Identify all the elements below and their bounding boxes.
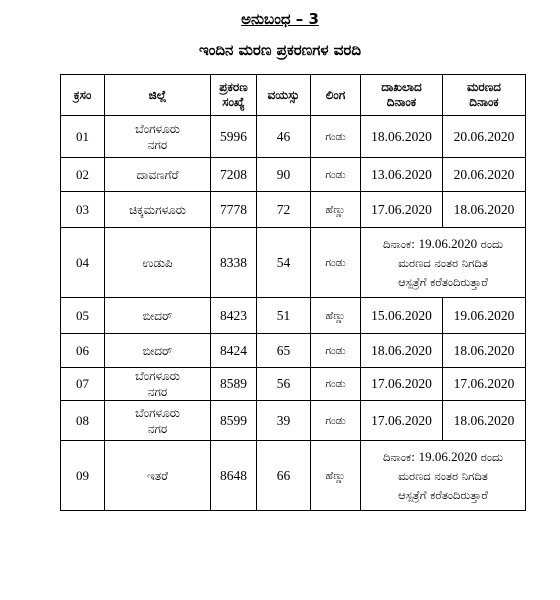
district-cell: ಬೀದರ್ (105, 334, 211, 368)
district-cell: ಬೆಂಗಳೂರು ನಗರ (105, 116, 211, 158)
district-cell: ಇತರೆ (105, 441, 211, 511)
serial-cell: 03 (61, 192, 105, 228)
serial-cell: 01 (61, 116, 105, 158)
header-serial: ಕ್ರಸಂ (61, 75, 105, 116)
age-cell: 46 (257, 116, 311, 158)
district-cell: ದಾವಣಗೆರೆ (105, 158, 211, 192)
sex-cell: ಗಂಡು (311, 368, 361, 401)
sex-cell: ಹೆಣ್ಣು (311, 441, 361, 511)
district-cell: ಬೆಂಗಳೂರು ನಗರ (105, 368, 211, 401)
admission-date-cell: 13.06.2020 (361, 158, 443, 192)
death-date-cell: 18.06.2020 (443, 334, 526, 368)
case-number-cell: 7208 (211, 158, 257, 192)
table-row (61, 441, 526, 511)
table-row (61, 158, 526, 192)
age-cell: 66 (257, 441, 311, 511)
header-death-date: ಮರಣದ ದಿನಾಂಕ (443, 75, 526, 116)
remark-cell: ದಿನಾಂಕ: 19.06.2020 ರಂದು ಮರಣದ ನಂತರ ನಿಗದಿತ ಆಸ್ಪತ್ರೆಗೆ ಕರೆತಂದಿರುತ್ತಾರೆ (361, 228, 526, 298)
table-header-row (61, 75, 526, 116)
sex-cell: ಹೆಣ್ಣು (311, 298, 361, 334)
header-district: ಜಿಲ್ಲೆ (105, 75, 211, 116)
death-cases-table (60, 74, 526, 511)
case-number-cell: 8338 (211, 228, 257, 298)
admission-date-cell: 18.06.2020 (361, 334, 443, 368)
age-cell: 65 (257, 334, 311, 368)
case-number-cell: 8589 (211, 368, 257, 401)
sex-cell: ಹೆಣ್ಣು (311, 192, 361, 228)
case-number-cell: 8424 (211, 334, 257, 368)
table-row (61, 334, 526, 368)
report-title: ಇಂದಿನ ಮರಣ ಪ್ರಕರಣಗಳ ವರದಿ (198, 41, 362, 59)
age-cell: 51 (257, 298, 311, 334)
header-case-number: ಪ್ರಕರಣ ಸಂಖ್ಯೆ (211, 75, 257, 116)
admission-date-cell: 15.06.2020 (361, 298, 443, 334)
death-date-cell: 18.06.2020 (443, 192, 526, 228)
sex-cell: ಗಂಡು (311, 334, 361, 368)
case-number-cell: 8599 (211, 401, 257, 441)
death-date-cell: 18.06.2020 (443, 401, 526, 441)
header-sex: ಲಿಂಗ (311, 75, 361, 116)
remark-cell: ದಿನಾಂಕ: 19.06.2020 ರಂದು ಮರಣದ ನಂತರ ನಿಗದಿತ ಆಸ್ಪತ್ರೆಗೆ ಕರೆತಂದಿರುತ್ತಾರೆ (361, 441, 526, 511)
age-cell: 54 (257, 228, 311, 298)
case-number-cell: 7778 (211, 192, 257, 228)
table-row (61, 116, 526, 158)
death-date-cell: 20.06.2020 (443, 158, 526, 192)
serial-cell: 09 (61, 441, 105, 511)
sex-cell: ಗಂಡು (311, 401, 361, 441)
serial-cell: 06 (61, 334, 105, 368)
table-row (61, 401, 526, 441)
death-date-cell: 17.06.2020 (443, 368, 526, 401)
district-cell: ಉಡುಪಿ (105, 228, 211, 298)
district-cell: ಬೆಂಗಳೂರು ನಗರ (105, 401, 211, 441)
table-row (61, 192, 526, 228)
age-cell: 56 (257, 368, 311, 401)
serial-cell: 04 (61, 228, 105, 298)
sex-cell: ಗಂಡು (311, 158, 361, 192)
sex-cell: ಗಂಡು (311, 116, 361, 158)
serial-cell: 02 (61, 158, 105, 192)
death-date-cell: 20.06.2020 (443, 116, 526, 158)
case-number-cell: 8648 (211, 441, 257, 511)
admission-date-cell: 17.06.2020 (361, 401, 443, 441)
death-date-cell: 19.06.2020 (443, 298, 526, 334)
serial-cell: 07 (61, 368, 105, 401)
table-row (61, 228, 526, 298)
serial-cell: 05 (61, 298, 105, 334)
district-cell: ಬೀದರ್ (105, 298, 211, 334)
table-row (61, 298, 526, 334)
header-admission-date: ದಾಖಲಾದ ದಿನಾಂಕ (361, 75, 443, 116)
district-cell: ಚಿಕ್ಕಮಗಳೂರು (105, 192, 211, 228)
admission-date-cell: 18.06.2020 (361, 116, 443, 158)
age-cell: 72 (257, 192, 311, 228)
case-number-cell: 8423 (211, 298, 257, 334)
admission-date-cell: 17.06.2020 (361, 192, 443, 228)
header-age: ವಯಸ್ಸು (257, 75, 311, 116)
age-cell: 90 (257, 158, 311, 192)
table-row (61, 368, 526, 401)
serial-cell: 08 (61, 401, 105, 441)
age-cell: 39 (257, 401, 311, 441)
sex-cell: ಗಂಡು (311, 228, 361, 298)
case-number-cell: 5996 (211, 116, 257, 158)
admission-date-cell: 17.06.2020 (361, 368, 443, 401)
annex-heading: ಅನುಬಂಧ – 3 (241, 10, 319, 28)
